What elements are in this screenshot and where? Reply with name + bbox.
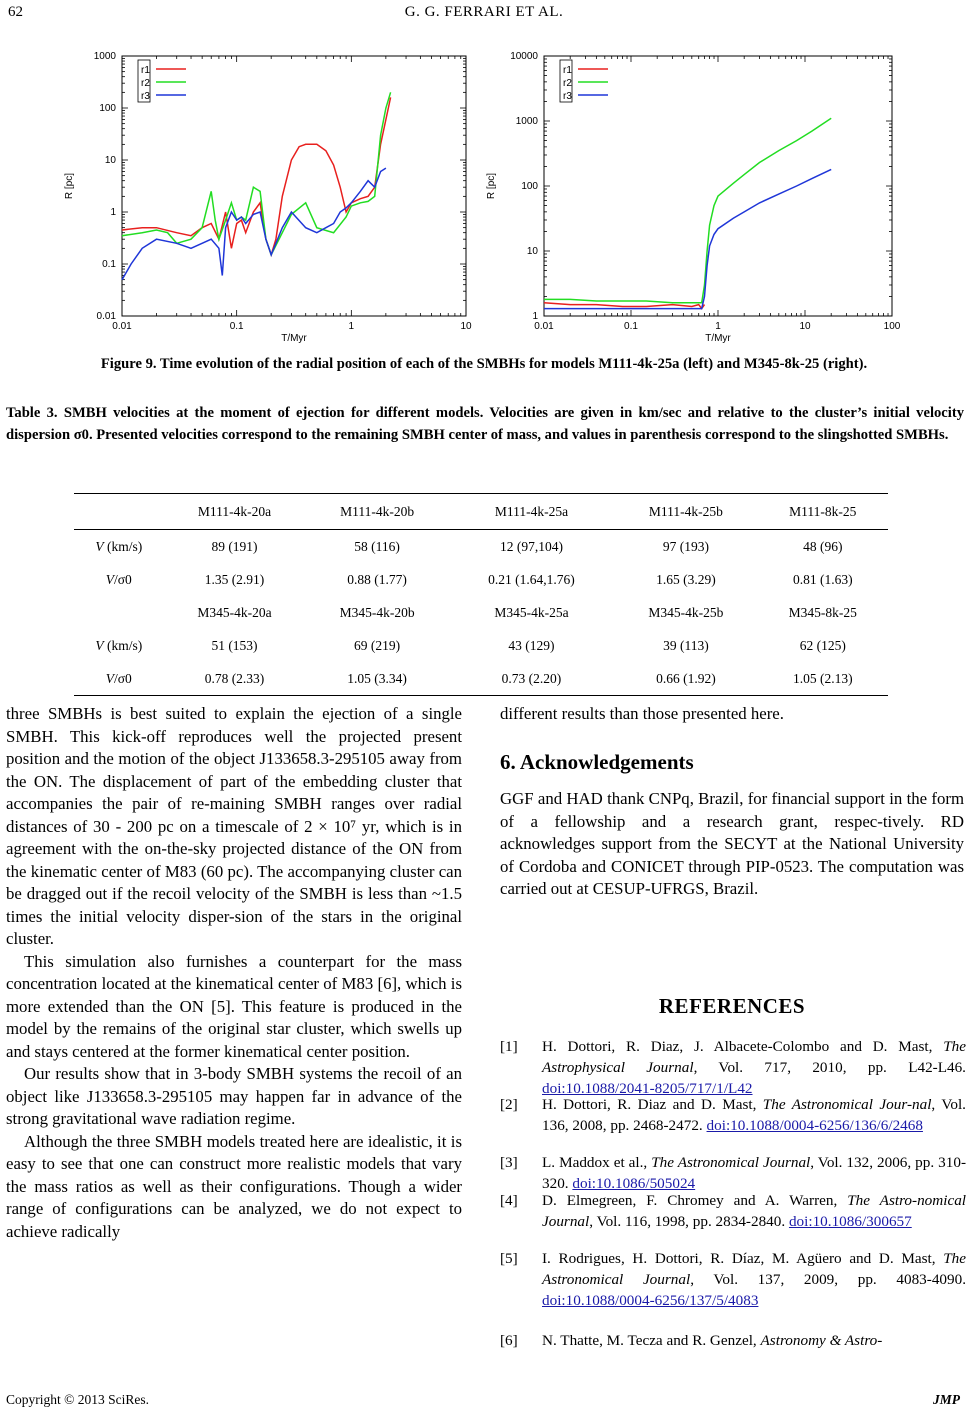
journal-abbrev: JMP xyxy=(933,1392,960,1407)
reference-number: [4] xyxy=(500,1192,518,1209)
table-row xyxy=(74,530,888,564)
y-tick-label: 1 xyxy=(110,207,116,218)
table-cell: 0.78 (2.33) xyxy=(164,662,306,696)
chart-left xyxy=(58,40,474,344)
legend-label: r1 xyxy=(563,65,572,76)
y-tick-label: 0.01 xyxy=(96,311,116,322)
table-cell: 1.05 (3.34) xyxy=(305,662,448,696)
table-cell: 48 (96) xyxy=(803,538,843,554)
doi-link[interactable]: doi:10.1086/505024 xyxy=(572,1175,696,1192)
legend xyxy=(138,60,186,102)
table-cell: V/σ0 xyxy=(74,662,164,696)
x-tick-label: 0.01 xyxy=(534,321,554,332)
y-tick-label: 10000 xyxy=(510,51,538,62)
velocity-table xyxy=(74,493,888,696)
reference-journal: The Astronomical Journal xyxy=(651,1154,811,1171)
reference-journal: The Astro-nomical Journal xyxy=(542,1192,967,1230)
table-cell: 0.88 (1.77) xyxy=(347,571,407,587)
table-header-cell: M345-4k-20b xyxy=(339,604,415,620)
table-cell: 1.65 (3.29) xyxy=(656,571,716,587)
legend-label: r2 xyxy=(563,78,572,89)
table-header-cell: M111-4k-25b xyxy=(614,494,757,530)
reference-text: L. Maddox et al., The Astronomical Journal, Vol. 132, 2006, pp. 310-320. doi:10.1086/505024 xyxy=(542,1154,967,1192)
reference-text: D. Elmegreen, F. Chromey and A. Warren, The Astro-nomical Journal, Vol. 116, 1998, pp. 2834-2840. doi:10.1086/300657 xyxy=(542,1192,967,1230)
reference-item xyxy=(500,1036,966,1099)
table-cell: 12 (97,104) xyxy=(499,538,563,554)
y-tick-label: 10 xyxy=(104,155,116,166)
table-header-cell: M111-4k-20a xyxy=(164,494,306,530)
references-title: REFERENCES xyxy=(658,994,806,1018)
reference-text: H. Dottori, R. Diaz, J. Albacete-Colombo and D. Mast, The Astrophysical Journal, Vol. 717, 2010, pp. L42-L46. doi:10.1088/2041-8205/717/1/L42 xyxy=(542,1038,966,1097)
series-line-r2 xyxy=(544,118,831,302)
y-tick-label: 100 xyxy=(521,181,538,192)
x-tick-label: 10 xyxy=(460,321,472,332)
x-tick-label: 0.1 xyxy=(624,321,638,332)
series-line-r1 xyxy=(544,303,705,309)
doi-link[interactable]: doi:10.1088/0004-6256/137/5/4083 xyxy=(542,1292,759,1309)
doi-link[interactable]: doi:10.1088/2041-8205/717/1/L42 xyxy=(542,1080,753,1097)
paragraph-1: three SMBHs is best suited to explain the ejection of a single SMBH. This kick-off reproduces well the projected present position and the motion of the object J133658.3-295105 away from the ON. The displacement of part of the embedding cluster that accompanies the pair of re-maining SMBH ranges over radial distances of 30 - 200 pc on a timescale of 2 × 10⁷ yr, which is in agreement with the on-the-sky projected distance of the ON from the kinematic center of M83 (60 pc). The accompanying cluster can be dragged out if the recoil velocity of the SMBH is less than ~1.5 times the initial velocity disper-sion of the stars in the original cluster. xyxy=(6,704,462,948)
table-cell: 1.35 (2.91) xyxy=(204,571,265,587)
y-tick-label: 1000 xyxy=(93,51,116,62)
table-row xyxy=(74,563,888,596)
reference-journal: Astronomy & Astro- xyxy=(760,1332,883,1349)
reference-text: H. Dottori, R. Diaz and D. Mast, The Astronomical Jour-nal, Vol. 136, 2008, pp. 2468-2472. doi:10.1088/0004-6256/136/6/2468 xyxy=(542,1096,966,1134)
y-tick-label: 1000 xyxy=(515,116,538,127)
reference-text: I. Rodrigues, H. Dottori, R. Díaz, M. Agüero and D. Mast, The Astronomical Journal, Vol. 137, 2009, pp. 4083-4090. doi:10.1088/0004-6256/137/5/4083 xyxy=(542,1250,966,1309)
x-tick-label: 1 xyxy=(348,321,355,332)
chart-right xyxy=(480,40,900,344)
series-line-r2 xyxy=(122,92,391,255)
running-title: G. G. FERRARI ET AL. xyxy=(404,4,564,20)
table-header-cell: M111-4k-20b xyxy=(305,494,448,530)
table-caption: Table 3. SMBH velocities at the moment of ejection for different models. Velocities are given in km/sec and relative to the cluster’s initial velocity dispersion σ0. Presented velocities correspond to the remaining SMBH center of mass, and values in parenthesis correspond to the slingshotted SMBHs. xyxy=(6,405,964,443)
copyright: Copyright © 2013 SciRes. xyxy=(6,1392,150,1407)
left-column xyxy=(6,703,462,1243)
legend-label: r1 xyxy=(141,65,150,76)
table-header-cell: M345-4k-20a xyxy=(197,604,272,620)
reference-journal: The Astronomical Jour-nal xyxy=(762,1096,932,1113)
table-row xyxy=(74,662,888,696)
table-cell: 62 (125) xyxy=(799,637,846,653)
x-tick-label: 0.1 xyxy=(229,321,244,332)
table-cell: 89 (191) xyxy=(211,538,258,554)
reference-number: [2] xyxy=(500,1096,518,1113)
table-cell: 58 (116) xyxy=(354,538,400,554)
y-tick-label: 10 xyxy=(526,246,538,257)
section-title: 6. Acknowledgements xyxy=(500,750,694,774)
x-tick-label: 1 xyxy=(715,321,721,332)
table-cell: 43 (129) xyxy=(508,637,555,653)
doi-link[interactable]: doi:10.1086/300657 xyxy=(788,1213,912,1230)
legend-label: r2 xyxy=(141,78,150,89)
table-cell: 39 (113) xyxy=(663,637,709,653)
paragraph-3: Our results show that in 3-body SMBH systems the recoil of an object like J133658.3-295105 may happen far in advance of the strong gravitational wave radiation regime. xyxy=(6,1064,462,1128)
legend-label: r3 xyxy=(141,91,150,102)
table-cell: 0.73 (2.20) xyxy=(449,662,615,696)
x-axis-label: T/Myr xyxy=(281,333,307,344)
x-axis-label: T/Myr xyxy=(705,333,731,344)
reference-number: [1] xyxy=(500,1038,518,1055)
doi-link[interactable]: doi:10.1088/0004-6256/136/6/2468 xyxy=(706,1117,923,1134)
reference-item xyxy=(500,1330,966,1351)
table-header-cell: M345-4k-25b xyxy=(648,604,724,620)
table-cell: V (km/s) xyxy=(95,637,143,653)
table-header-cell: M111-8k-25 xyxy=(758,494,888,530)
page-number: 62 xyxy=(8,4,23,20)
table-header-cell: M345-8k-25 xyxy=(788,604,857,620)
reference-item xyxy=(500,1094,966,1136)
table-header-row xyxy=(74,596,888,629)
reference-number: [6] xyxy=(500,1332,518,1349)
table-header-cell: M111-4k-25a xyxy=(449,494,615,530)
y-tick-label: 0.1 xyxy=(102,259,116,270)
reference-journal: The Astronomical Journal xyxy=(542,1250,966,1288)
paragraph-4: Although the three SMBH models treated here are idealistic, it is easy to see that one can construct more realistic models that vary the mass ratios as well as their configurations. Though a wider range of configurations can be analyzed, we do not expect to achieve radically xyxy=(6,1131,462,1241)
reference-number: [5] xyxy=(500,1250,518,1267)
table-header-cell xyxy=(74,494,164,530)
reference-item xyxy=(500,1248,966,1311)
x-tick-label: 0.01 xyxy=(112,321,132,332)
table-row xyxy=(74,629,888,662)
figure-left-panel xyxy=(58,40,474,344)
reference-text: N. Thatte, M. Tecza and R. Genzel, Astronomy & Astro- xyxy=(542,1332,883,1349)
table-cell: 97 (193) xyxy=(662,538,709,554)
figure-right-panel xyxy=(480,40,900,344)
table-header-row xyxy=(74,494,888,530)
table-cell: 1.05 (2.13) xyxy=(758,662,888,696)
table-cell: V (km/s) xyxy=(95,538,143,554)
table-header-cell: M345-4k-25a xyxy=(494,604,569,620)
x-tick-label: 10 xyxy=(799,321,811,332)
reference-item xyxy=(500,1190,966,1232)
reference-number: [3] xyxy=(500,1154,518,1171)
series-line-r3 xyxy=(122,168,386,280)
series-line-r3 xyxy=(544,169,831,308)
reference-item xyxy=(500,1152,966,1194)
acknowledgements-text: GGF and HAD thank CNPq, Brazil, for financial support in the form of a fellowship and a research grant, respec-tively. RD acknowledges support from the SECYT at the National University of Cordoba and CONICET through PIP-0523. The computation was carried out at CESUP-UFRGS, Brazil. xyxy=(500,789,964,898)
y-tick-label: 100 xyxy=(99,103,116,114)
y-tick-label: 1 xyxy=(532,311,538,322)
table-cell: 51 (153) xyxy=(211,637,258,653)
table-cell: V/σ0 xyxy=(105,571,132,587)
table-header-cell xyxy=(74,596,164,629)
reference-journal: The Astrophysical Journal xyxy=(542,1038,966,1076)
x-tick-label: 100 xyxy=(883,321,900,332)
figure-caption: Figure 9. Time evolution of the radial position of each of the SMBHs for models M111-4k-25a (left) and M345-8k-25 (right). xyxy=(100,356,868,372)
y-axis-label: R [pc] xyxy=(486,172,497,200)
paragraph-2: This simulation also furnishes a counterpart for the mass concentration located at the kinematical center of M83 [6], which is more extended than the ON [5]. This feature is produced in the model by the remains of the original star cluster, which swells up and stays centered at the former kinematical center position. xyxy=(6,951,462,1061)
y-axis-label: R [pc] xyxy=(64,172,75,200)
right-column-continuation: different results than those presented here. xyxy=(500,704,784,723)
legend xyxy=(560,60,608,102)
legend-label: r3 xyxy=(563,91,572,102)
table-cell: 0.66 (1.92) xyxy=(614,662,757,696)
table-cell: 69 (219) xyxy=(354,637,401,653)
table-cell: 0.21 (1.64,1.76) xyxy=(488,571,575,587)
table-cell: 0.81 (1.63) xyxy=(792,571,853,587)
